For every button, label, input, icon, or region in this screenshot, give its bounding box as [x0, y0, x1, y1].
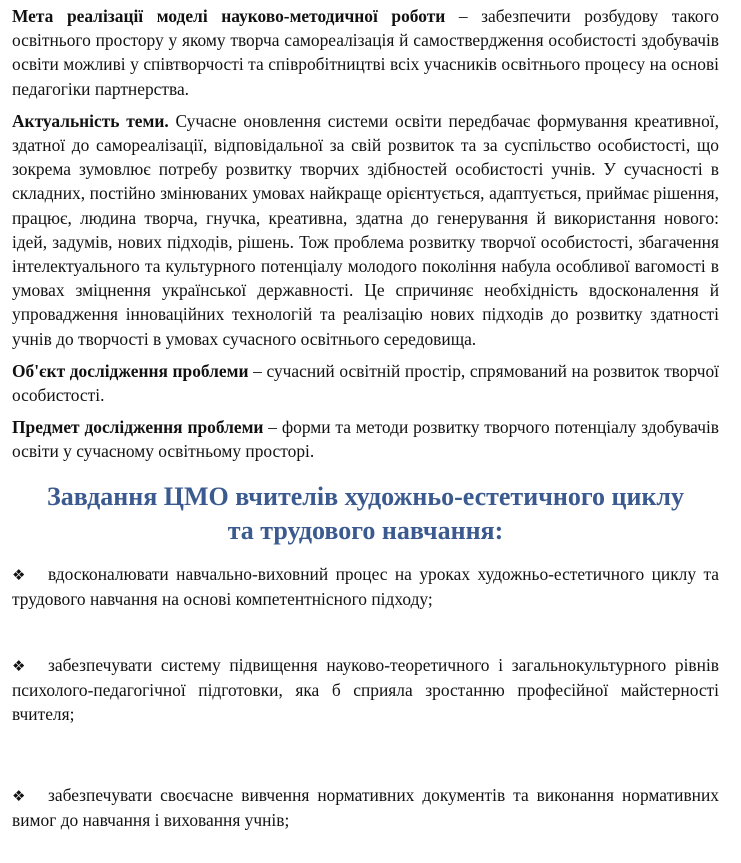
spacer	[12, 611, 719, 653]
tasks-heading-line1: Завдання ЦМО вчителів художньо-естетичного циклу	[46, 481, 685, 511]
tasks-heading-line2: та трудового навчання:	[227, 515, 504, 545]
list-item	[12, 562, 719, 611]
list-item	[12, 653, 719, 727]
subject-text: – форми та методи розвитку творчого потенціалу здобувачів освіти у сучасному освітньому просторі.	[12, 417, 719, 462]
object-label: Об'єкт дослідження проблеми	[12, 360, 249, 381]
task-text: вдосконалювати навчально-виховний процес на уроках художньо-естетичного циклу та трудового навчання на основі компетентнісного підходу;	[12, 563, 719, 609]
goal-paragraph	[12, 4, 719, 101]
goal-label: Мета реалізації моделі науково-методичної роботи	[12, 6, 446, 26]
spacer	[12, 727, 719, 783]
task-text: забезпечувати систему підвищення науково-теоретичного і загальнокультурного рівнів психолого-педагогічної підготовки, яка б сприяла зростанню професійної майстерності вчителя;	[12, 655, 719, 725]
relevance-text: Сучасне оновлення системи освіти передбачає формування креативної, здатної до самореалізації, відповідальної за свій розвиток та за суспільство особистості, що зокрема зумовлює потребу розвитку творчих здібностей особистості учнів. У сучасності в складних, постійно змінюваних умовах найкраще орієнтується, адаптується, приймає рішення, працює, людина творча, гнучка, креативна, здатна до генерування й використання нового: ідей, задумів, нових підходів, рішень. Тож проблема розвитку творчої особистості, збагачення інтелектуального та культурного потенціалу молодого покоління набула особливої вагомості в умовах зміцнення української державності. Це спричиняє необхідність вдосконалення й упровадження інноваційних технологій та реалізацію нових підходів до розвитку здатності учнів до творчості в умовах сучасного освітнього середовища.	[12, 110, 719, 349]
tasks-heading	[12, 480, 719, 548]
goal-text: – забезпечити розбудову такого освітнього простору у якому творча самореалізація й самоствердження особистості здобувачів освіти можливі у співтворчості та співробітництві всіх учасників освітнього процесу на основі педагогіки партнерства.	[12, 6, 719, 99]
relevance-paragraph	[12, 109, 719, 351]
document-page	[12, 4, 719, 832]
task-text: забезпечувати своєчасне вивчення нормативних документів та виконання нормативних вимог до навчання і виховання учнів;	[12, 784, 719, 830]
diamond-bullet-icon: ❖	[12, 786, 26, 805]
subject-label: Предмет дослідження проблеми	[12, 417, 264, 438]
diamond-bullet-icon: ❖	[12, 657, 26, 676]
relevance-label: Актуальність теми.	[12, 110, 169, 131]
diamond-bullet-icon: ❖	[12, 565, 26, 584]
object-text: – сучасний освітній простір, спрямований на розвиток творчої особистості.	[12, 360, 719, 406]
subject-paragraph	[12, 415, 719, 463]
object-paragraph	[12, 359, 719, 407]
list-item	[12, 783, 719, 832]
